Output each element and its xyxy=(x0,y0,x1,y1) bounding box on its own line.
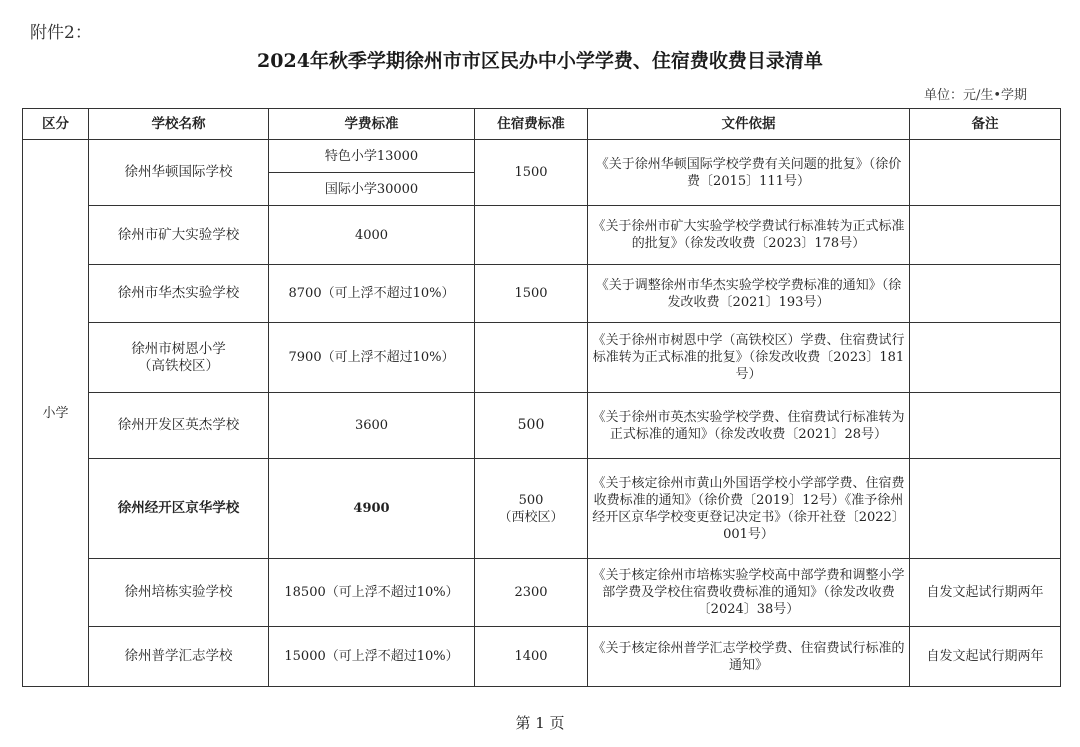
school-name xyxy=(89,323,269,393)
remark xyxy=(910,140,1061,206)
tuition-standard: 15000（可上浮不超过10%） xyxy=(269,627,475,687)
header-boarding: 住宿费标准 xyxy=(475,109,588,140)
document-basis: 《关于徐州华顿国际学校学费有关问题的批复》（徐价费〔2015〕111号） xyxy=(588,140,910,206)
boarding-standard: 1500 xyxy=(475,265,588,323)
document-basis: 《关于徐州市英杰实验学校学费、住宿费试行标准转为正式标准的通知》（徐发改收费〔2021〕28号） xyxy=(588,393,910,459)
boarding-standard-main: 500 xyxy=(518,492,544,508)
document-basis: 《关于核定徐州市培栋实验学校高中部学费和调整小学部学费及学校住宿费收费标准的通知》（徐发改收费〔2024〕38号） xyxy=(588,559,910,627)
header-school: 学校名称 xyxy=(89,109,269,140)
document-basis: 《关于核定徐州普学汇志学校学费、住宿费试行标准的通知》 xyxy=(588,627,910,687)
table-row xyxy=(23,627,1061,687)
table-row xyxy=(23,206,1061,265)
fee-table xyxy=(22,108,1061,687)
document-title: 2024年秋季学期徐州市市区民办中小学学费、住宿费收费目录清单 xyxy=(257,50,823,72)
boarding-standard-sub: （西校区） xyxy=(498,509,564,525)
school-name-sub: （高铁校区） xyxy=(138,357,219,374)
remark xyxy=(910,459,1061,559)
tuition-standard: 8700（可上浮不超过10%） xyxy=(269,265,475,323)
table-row xyxy=(23,265,1061,323)
tuition-standard: 3600 xyxy=(269,393,475,459)
tuition-standard: 18500（可上浮不超过10%） xyxy=(269,559,475,627)
tuition-standard: 国际小学30000 xyxy=(269,173,475,206)
boarding-standard: 500 xyxy=(475,393,588,459)
table-row xyxy=(23,323,1061,393)
boarding-standard xyxy=(475,459,588,559)
page-number: 第 1 页 xyxy=(515,714,565,732)
table-header-row xyxy=(23,109,1061,140)
remark: 自发文起试行期两年 xyxy=(910,627,1061,687)
school-name: 徐州经开区京华学校 xyxy=(89,459,269,559)
boarding-standard: 2300 xyxy=(475,559,588,627)
boarding-standard xyxy=(475,206,588,265)
boarding-standard xyxy=(475,323,588,393)
table-row xyxy=(23,140,1061,173)
tuition-standard: 7900（可上浮不超过10%） xyxy=(269,323,475,393)
remark xyxy=(910,265,1061,323)
boarding-standard: 1400 xyxy=(475,627,588,687)
document-basis: 《关于核定徐州市黄山外国语学校小学部学费、住宿费收费标准的通知》（徐价费〔2019〕12号）《准予徐州经开区京华学校变更登记决定书》（徐开社登〔2022〕001号） xyxy=(588,459,910,559)
school-name: 徐州普学汇志学校 xyxy=(89,627,269,687)
header-tuition: 学费标准 xyxy=(269,109,475,140)
document-basis: 《关于调整徐州市华杰实验学校学费标准的通知》（徐发改收费〔2021〕193号） xyxy=(588,265,910,323)
school-name: 徐州市矿大实验学校 xyxy=(89,206,269,265)
category-cell: 小学 xyxy=(23,140,89,687)
document-basis: 《关于徐州市矿大实验学校学费试行标准转为正式标准的批复》（徐发改收费〔2023〕178号） xyxy=(588,206,910,265)
table-row xyxy=(23,459,1061,559)
remark xyxy=(910,393,1061,459)
attachment-label: 附件2： xyxy=(30,23,92,43)
header-remark: 备注 xyxy=(910,109,1061,140)
unit-label: 单位：元/生•学期 xyxy=(923,88,1027,103)
school-name: 徐州培栋实验学校 xyxy=(89,559,269,627)
remark xyxy=(910,206,1061,265)
tuition-standard: 4000 xyxy=(269,206,475,265)
header-basis: 文件依据 xyxy=(588,109,910,140)
remark xyxy=(910,323,1061,393)
boarding-standard: 1500 xyxy=(475,140,588,206)
school-name-main: 徐州市树恩小学 xyxy=(131,340,226,357)
school-name: 徐州市华杰实验学校 xyxy=(89,265,269,323)
document-basis: 《关于徐州市树恩中学（高铁校区）学费、住宿费试行标准转为正式标准的批复》（徐发改收费〔2023〕181号） xyxy=(588,323,910,393)
school-name: 徐州开发区英杰学校 xyxy=(89,393,269,459)
remark: 自发文起试行期两年 xyxy=(910,559,1061,627)
table-row xyxy=(23,393,1061,459)
school-name: 徐州华顿国际学校 xyxy=(89,140,269,206)
table-row xyxy=(23,559,1061,627)
header-district: 区分 xyxy=(23,109,89,140)
tuition-standard: 4900 xyxy=(269,459,475,559)
tuition-standard: 特色小学13000 xyxy=(269,140,475,173)
